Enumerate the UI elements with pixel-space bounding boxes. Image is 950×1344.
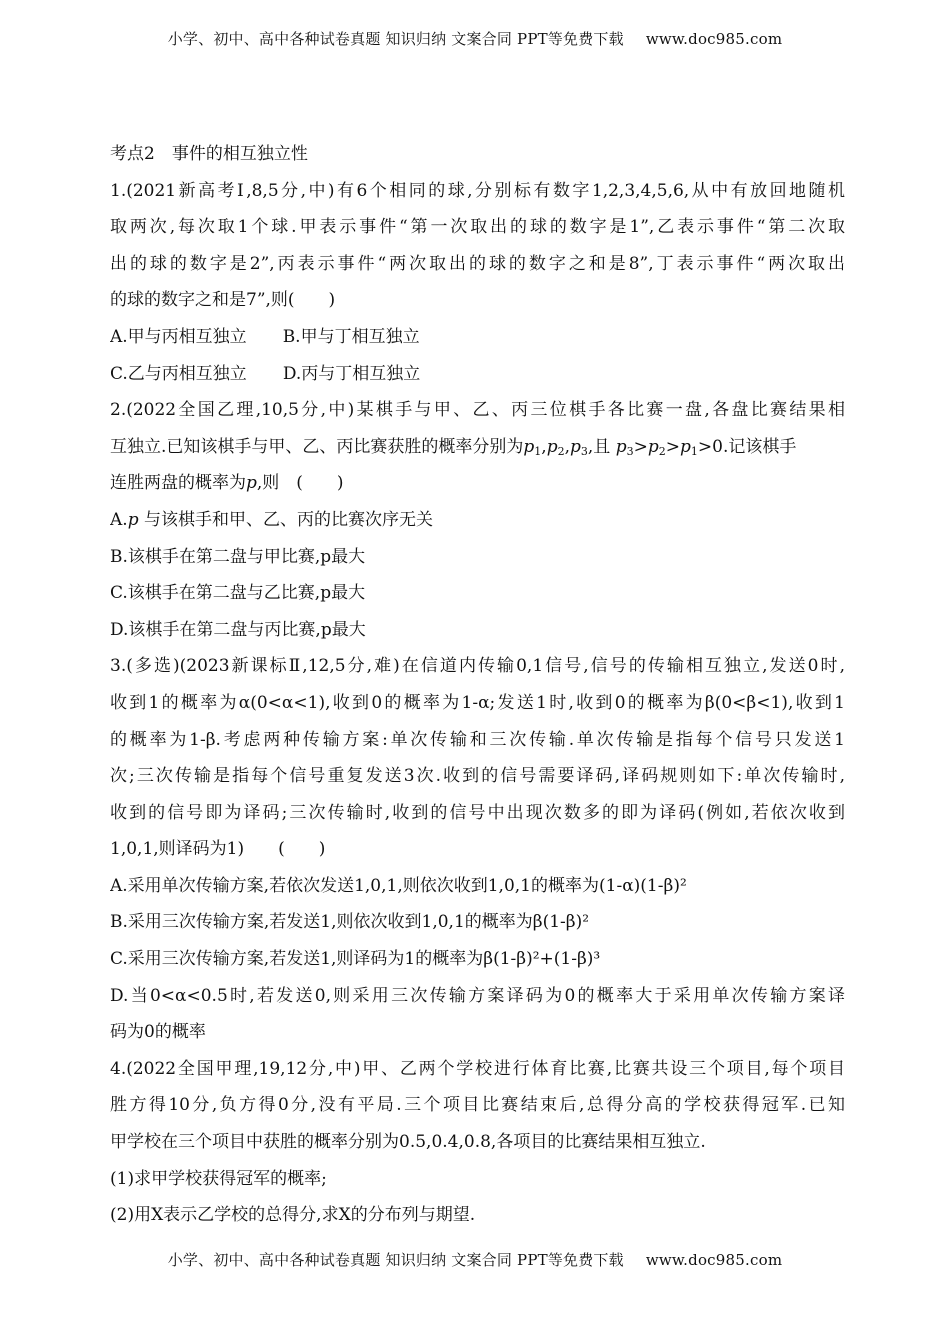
q4-sub-2: (2)用X表示乙学校的总得分,求X的分布列与期望. xyxy=(110,1205,476,1226)
q3-option-d-line-1: D.当0<α<0.5时,若发送0,则采用三次传输方案译码为0的概率大于采用单次传输方案译 xyxy=(110,985,845,1006)
q1-line-3: 出的球的数字是2”,丙表示事件“两次取出的球的数字之和是8”,丁表示事件“两次取出 xyxy=(110,253,845,274)
section-title: 考点2 事件的相互独立性 xyxy=(110,144,308,164)
q1-option-d: D.丙与丁相互独立 xyxy=(282,363,421,384)
q3-option-c: C.采用三次传输方案,若发送1,则译码为1的概率为β(1-β)²+(1-β)³ xyxy=(110,949,601,970)
footer-text: 小学、初中、高中各种试卷真题 知识归纳 文案合同 PPT等免费下载 xyxy=(167,1251,624,1269)
q4-line-3: 甲学校在三个项目中获胜的概率分别为0.5,0.4,0.8,各项目的比赛结果相互独立. xyxy=(110,1132,706,1153)
q2-option-d: D.该棋手在第二盘与丙比赛,p最大 xyxy=(110,619,366,640)
q3-line-5: 收到的信号即为译码;三次传输时,收到的信号中出现次数多的即为译码(例如,若依次收到 xyxy=(110,802,845,823)
q2-line-3: 连胜两盘的概率为p,则 ( ) xyxy=(110,473,344,494)
q2-line-1: 2.(2022全国乙理,10,5分,中)某棋手与甲、乙、丙三位棋手各比赛一盘,各盘比赛结果相 xyxy=(110,400,845,421)
q3-line-6: 1,0,1,则译码为1) ( ) xyxy=(110,839,326,860)
header-url[interactable]: www.doc985.com xyxy=(645,30,783,48)
q2-option-a: A.p 与该棋手和甲、乙、丙的比赛次序无关 xyxy=(110,509,433,530)
q4-line-1: 4.(2022全国甲理,19,12分,中)甲、乙两个学校进行体育比赛,比赛共设三个项目,每个项目 xyxy=(110,1058,845,1079)
q2-option-c: C.该棋手在第二盘与乙比赛,p最大 xyxy=(110,583,366,604)
q2-line-2: 互独立.已知该棋手与甲、乙、丙比赛获胜的概率分别为$p_1,p_2,p_3$,且 $p_3>p_2>p_1>0$.记该棋手 xyxy=(110,436,797,458)
q1-option-c: C.乙与丙相互独立 xyxy=(110,363,247,384)
q2-line-3-post: ,则 ( ) xyxy=(256,473,344,494)
q1-line-2: 取两次,每次取1个球.甲表示事件“第一次取出的球的数字是1”,乙表示事件“第二次取 xyxy=(110,217,845,238)
q3-option-d-line-2: 码为0的概率 xyxy=(110,1022,206,1043)
q1-options-row-1 xyxy=(110,319,845,356)
q2-line-2-text: 互独立.已知该棋手与甲、乙、丙比赛获胜的概率分别为 xyxy=(110,436,524,457)
footer-url[interactable]: www.doc985.com xyxy=(645,1251,783,1269)
page-header xyxy=(0,28,950,49)
q3-line-3: 的概率为1-β.考虑两种传输方案:单次传输和三次传输.单次传输是指每个信号只发送1 xyxy=(110,729,845,750)
document-body xyxy=(110,136,845,1234)
q3-line-2: 收到1的概率为α(0<α<1),收到0的概率为1-α;发送1时,收到0的概率为β(0<β<1),收到1 xyxy=(110,692,845,713)
q2-line-2-post: .记该棋手 xyxy=(722,436,797,457)
q3-option-b: B.采用三次传输方案,若发送1,则依次收到1,0,1的概率为β(1-β)² xyxy=(110,912,590,933)
q3-line-1: 3.(多选)(2023新课标Ⅱ,12,5分,难)在信道内传输0,1信号,信号的传输相互独立,发送0时, xyxy=(110,656,845,677)
q2-line-3-text: 连胜两盘的概率为 xyxy=(110,473,246,494)
q4-sub-1: (1)求甲学校获得冠军的概率; xyxy=(110,1168,327,1189)
q1-line-1: 1.(2021新高考Ⅰ,8,5分,中)有6个相同的球,分别标有数字1,2,3,4,5,6,从中有放回地随机 xyxy=(110,180,845,201)
header-text: 小学、初中、高中各种试卷真题 知识归纳 文案合同 PPT等免费下载 xyxy=(167,30,624,48)
q4-line-2: 胜方得10分,负方得0分,没有平局.三个项目比赛结束后,总得分高的学校获得冠军.已知 xyxy=(110,1095,845,1116)
q1-line-4: 的球的数字之和是7”,则( ) xyxy=(110,290,336,311)
page-footer xyxy=(0,1249,950,1270)
q3-line-4: 次;三次传输是指每个信号重复发送3次.收到的信号需要译码,译码规则如下:单次传输时, xyxy=(110,766,845,787)
q2-option-a-text: 与该棋手和甲、乙、丙的比赛次序无关 xyxy=(143,509,433,530)
q1-option-a: A.甲与丙相互独立 xyxy=(110,326,247,347)
q2-line-2-mid: ,且 xyxy=(587,436,611,457)
q2-option-b: B.该棋手在第二盘与甲比赛,p最大 xyxy=(110,546,366,567)
q1-options-row-2 xyxy=(110,356,845,393)
q1-option-b: B.甲与丁相互独立 xyxy=(282,326,420,347)
q3-option-a: A.采用单次传输方案,若依次发送1,0,1,则依次收到1,0,1的概率为(1-α)(1-β)² xyxy=(110,875,687,896)
